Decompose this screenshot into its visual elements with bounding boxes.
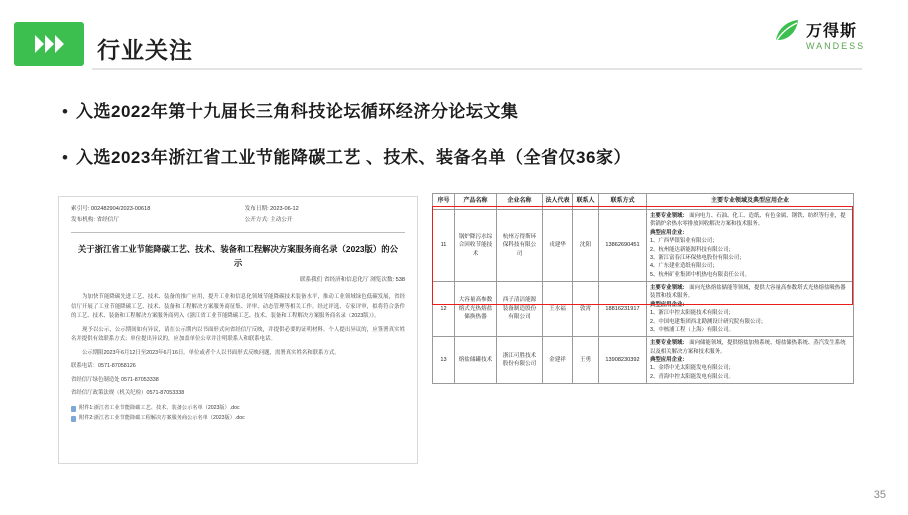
table-row	[433, 210, 854, 282]
cell-legal: 戎建华	[543, 210, 573, 282]
document-file-icon	[71, 406, 76, 412]
cell-contact: 敦霄	[573, 282, 599, 337]
doc-index-number: 索引号: 002482904/2023-00618	[71, 206, 151, 212]
attachment-label: 附件2:浙江省工业节能降碳工程解决方案服务商公示名单（2023版）.doc	[79, 415, 245, 422]
field-text: 面向光热熔盐储能等领域，提供大容量高参数塔式光热熔盐吸热器装置和技术服务。	[650, 285, 846, 300]
cell-phone: 18816231917	[599, 282, 647, 337]
field-text: 面向储能领域，提供熔盐加热系统、熔盐储热系统、蒸汽发生系统以及相关解决方案和技术服务。	[650, 340, 846, 355]
table-header-row	[433, 194, 854, 210]
cell-company: 浙江可胜技术股份有限公司	[497, 337, 543, 384]
bullet-marker: •	[62, 148, 68, 167]
case-item: 2、杭州能达新能源科技有限公司；	[650, 246, 734, 253]
document-paragraph: 为加快节能降碳先进工艺、技术、装备的推广应用，提升工业和信息化领域节能降碳技术装备水平，推动工业领域绿色低碳发展，省经信厅开展了工业节能降碳工艺、技术、装备和工程解决方案服务商征集、评审、动态管理等相关工作。经过评选、专家评审，拟将符合条件的工艺、技术、装备和工程解决方案服务商列入《浙江省工业节能降碳工艺、技术、装备和工程解决方案服务商名录（2023版）》。	[71, 294, 405, 320]
table-row	[433, 282, 854, 337]
document-attachments	[71, 404, 405, 424]
case-item: 4、广东建业造纸有限公司；	[650, 263, 718, 270]
doc-publish-date: 发布日期: 2023-06-12	[244, 206, 299, 212]
cell-product: 大容量高参数熔式光热熔盐储换热器	[455, 282, 497, 337]
cell-contact: 沈阳	[573, 210, 599, 282]
cell-product: 锅炉降污水综合回收节能技术	[455, 210, 497, 282]
column-header-company: 企业名称	[497, 194, 543, 210]
bullet-list	[62, 100, 852, 192]
cell-phone: 13908230392	[599, 337, 647, 384]
bullet-marker: •	[62, 102, 68, 121]
cell-field	[647, 282, 854, 337]
list-item	[62, 100, 852, 124]
catalog-table-container	[432, 193, 854, 384]
cell-legal: 金建祥	[543, 337, 573, 384]
field-label: 主要专业领域：	[650, 340, 688, 347]
case-label: 典型应用企业：	[650, 301, 688, 308]
document-paragraph: 现予以公示，公示期间如有异议，请在公示期内以书面形式向省经信厅反映，并提供必要的证明材料。个人提出异议的，应签署真实姓名并提供有效联系方式；单位提出异议的，应加盖单位公章并注明联系人和联系电话。	[71, 326, 405, 343]
document-paragraph: 公示期限2023年6月12日至2023年6月16日。单位或者个人以书面形式反映问题，需署真实姓名和联系方式。	[82, 349, 340, 356]
document-paragraph: 省经信厅政策法规（机关纪检）0571-87053338	[71, 390, 185, 396]
cell-company: 西子清洁能源装备制造股份有限公司	[497, 282, 543, 337]
document-file-icon	[71, 416, 76, 422]
case-item: 3、中核浦工程（上海）有限公司。	[650, 326, 734, 333]
double-chevron-right-icon	[35, 35, 64, 53]
doc-publisher: 发布机构: 省经信厅	[71, 216, 119, 223]
leaf-logo-icon	[774, 18, 800, 44]
column-header-contact: 联系人	[573, 194, 599, 210]
announcement-document	[58, 196, 418, 464]
column-header-no: 序号	[433, 194, 455, 210]
cell-no: 11	[433, 210, 455, 282]
cell-legal: 王水福	[543, 282, 573, 337]
cell-company: 杭州万得斯环保科技有限公司	[497, 210, 543, 282]
document-title: 关于浙江省工业节能降碳工艺、技术、装备和工程解决方案服务商名录（2023版）的公示	[77, 243, 399, 269]
cell-phone: 13862690451	[599, 210, 647, 282]
case-item: 1、浙江中控太阳能技术有限公司；	[650, 310, 734, 317]
case-item: 3、浙江富春江环保热电股份有限公司；	[650, 254, 745, 261]
list-item	[71, 414, 405, 424]
list-item	[71, 404, 405, 414]
bullet-text: 入选2023年浙江省工业节能降碳工艺 、技术、装备名单（全省仅36家）	[76, 148, 631, 167]
field-label: 主要专业领域：	[650, 213, 688, 219]
cell-field	[647, 210, 854, 282]
case-item: 1、金塔中光太阳能发电有限公司；	[650, 365, 734, 372]
column-header-legal: 法人代表	[543, 194, 573, 210]
catalog-table	[432, 193, 854, 384]
logo-name: 万得斯	[806, 23, 858, 40]
bullet-text: 入选2022年第十九届长三角科技论坛循环经济分论坛文集	[76, 102, 519, 121]
title-divider	[92, 68, 862, 70]
case-label: 典型应用企业：	[650, 229, 688, 236]
table-row	[433, 337, 854, 384]
case-label: 典型应用企业：	[650, 357, 688, 363]
attachment-label: 附件1:浙江省工业节能降碳工艺、技术、装备公示名单（2023版）.doc	[79, 405, 240, 412]
title-badge	[14, 22, 84, 66]
cell-contact: 王勇	[573, 337, 599, 384]
case-item: 1、广西华银铝业有限公司；	[650, 238, 718, 245]
logo-sub: WANDESS	[806, 41, 866, 51]
cell-field	[647, 337, 854, 384]
document-divider	[71, 232, 405, 233]
document-org-line: 联系我们 省经济和信息化厅 浏览次数: 538	[299, 277, 405, 284]
column-header-product: 产品名称	[455, 194, 497, 210]
cell-product: 熔盐储罐技术	[455, 337, 497, 384]
list-item	[62, 146, 852, 170]
page-title: 行业关注	[97, 37, 193, 63]
column-header-phone: 联系方式	[599, 194, 647, 210]
company-logo	[766, 16, 886, 62]
slide-header	[0, 0, 908, 80]
column-header-field: 主要专业领域及典型应用企业	[647, 194, 854, 210]
document-metadata	[71, 205, 405, 227]
doc-disclosure-mode: 公开方式: 主动公开	[244, 216, 293, 223]
case-item: 2、中国电建集团西北勘测设计研究院有限公司；	[650, 318, 767, 325]
cell-no: 12	[433, 282, 455, 337]
page-number: 35	[873, 489, 886, 501]
field-text: 面向电力、石油、化工、造纸、有色金属、钢铁、纺织等行业，提供锅炉余热水零排放回收解决方案和技术服务。	[650, 213, 846, 228]
case-item: 2、青海中控太阳能发电有限公司。	[650, 373, 734, 380]
document-paragraph: 联系电话：0571-87058126	[71, 363, 136, 370]
field-label: 主要专业领域：	[650, 285, 688, 291]
case-item: 5、杭州矿业集团中机热电有限责任公司。	[650, 271, 751, 278]
cell-no: 13	[433, 337, 455, 384]
document-paragraph: 省经信厅绿色制造处 0571-87053338	[71, 376, 159, 383]
